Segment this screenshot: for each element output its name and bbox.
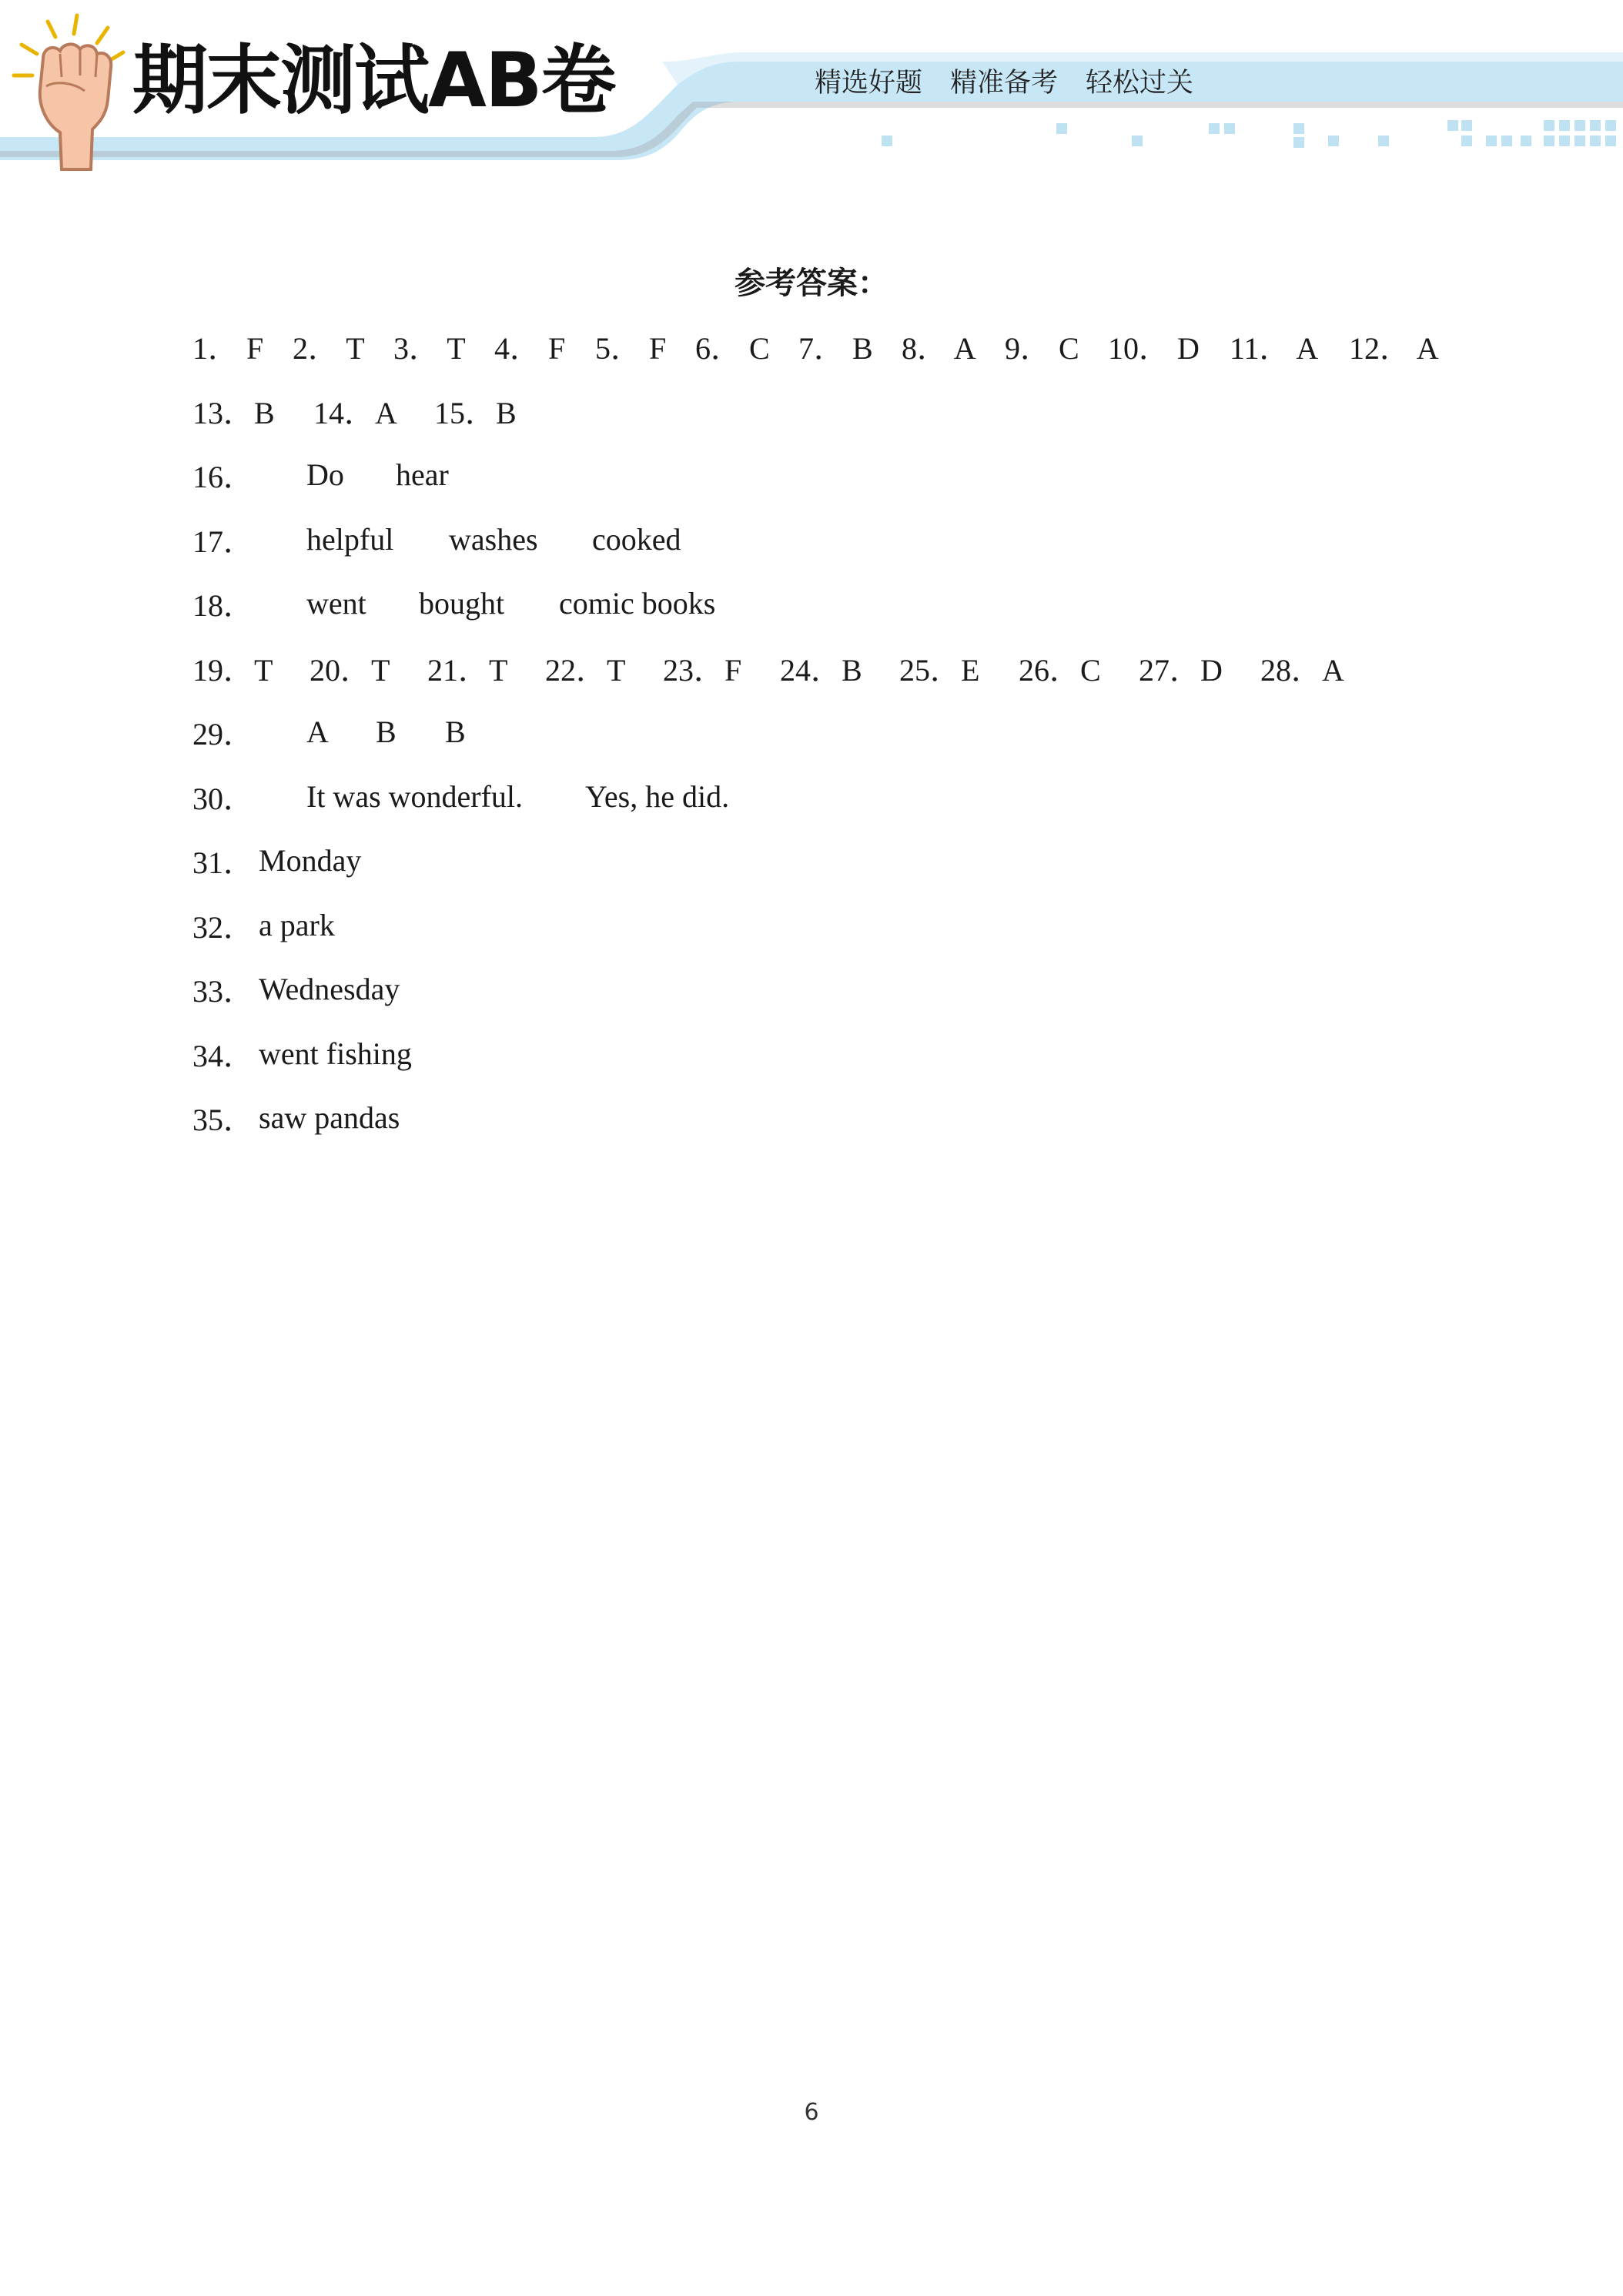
- answer-text: went fishing: [259, 1036, 412, 1071]
- answer-row-32: [192, 893, 1501, 958]
- answer-row-34: [192, 1022, 1501, 1086]
- answer-item: 10． D: [1108, 331, 1200, 366]
- answer-item: 25．E: [899, 652, 980, 688]
- answer-item: 26．C: [1019, 652, 1101, 688]
- slogan-3: 轻松过关: [1086, 68, 1194, 99]
- answer-item: 22．T: [545, 652, 626, 688]
- answer-item: 8． A: [902, 331, 976, 366]
- answer-item: 7． B: [798, 331, 873, 366]
- answer-item: 28．A: [1260, 652, 1344, 688]
- answer-row-30: [192, 765, 1501, 829]
- answer-text: hear: [396, 457, 449, 493]
- answer-item: 9． C: [1005, 331, 1079, 366]
- item-number: 16．: [192, 460, 254, 495]
- answer-text: bought: [419, 586, 505, 621]
- banner-title: 期末测试AB卷: [132, 37, 615, 125]
- answer-text: washes: [449, 521, 538, 557]
- slogan-2: 精准备考: [950, 68, 1059, 99]
- item-number: 30．: [192, 781, 254, 816]
- answer-text: helpful: [306, 521, 394, 557]
- answer-row-35: [192, 1086, 1501, 1150]
- answer-row-19-28: [192, 636, 1501, 701]
- answer-item: 11． A: [1230, 331, 1319, 366]
- answer-text: Yes, he did.: [585, 778, 730, 814]
- page-header: [0, 0, 1623, 177]
- raised-fist-icon: [0, 0, 131, 177]
- answer-text: It was wonderful.: [306, 778, 524, 814]
- answer-row-29: [192, 700, 1501, 765]
- answer-item: 21．T: [427, 652, 508, 688]
- item-number: 35．: [192, 1103, 254, 1138]
- answer-item: 12． A: [1349, 331, 1439, 366]
- answer-item: 14．A: [313, 395, 397, 430]
- answer-item: 4． F: [494, 331, 566, 366]
- answer-text: Do: [306, 457, 344, 493]
- answer-item: 27．D: [1139, 652, 1223, 688]
- slogan-1: 精选好题: [815, 68, 923, 99]
- answer-text: comic books: [559, 586, 716, 621]
- item-number: 17．: [192, 524, 254, 559]
- answer-item: 3． T: [393, 331, 466, 366]
- answer-row-17: [192, 507, 1501, 572]
- answer-text: saw pandas: [259, 1100, 400, 1136]
- item-number: 33．: [192, 974, 254, 1009]
- answer-row-18: [192, 571, 1501, 636]
- answer-item: 24．B: [780, 652, 862, 688]
- answer-text: B: [445, 715, 466, 750]
- answer-row-13-15: [192, 379, 1501, 443]
- answer-text: a park: [259, 907, 335, 942]
- answer-text: cooked: [592, 521, 681, 557]
- answer-key-heading: 参考答案：: [735, 266, 888, 301]
- answer-text: went: [306, 586, 366, 621]
- answer-row-33: [192, 957, 1501, 1022]
- answer-text: Monday: [259, 843, 362, 879]
- answer-text: B: [376, 715, 397, 750]
- answer-list: [192, 314, 1501, 1150]
- answer-item: 23．F: [663, 652, 742, 688]
- answer-text: A: [306, 715, 329, 750]
- answer-item: 1． F: [192, 331, 264, 366]
- answer-row-31: [192, 828, 1501, 893]
- item-number: 34．: [192, 1038, 254, 1073]
- item-number: 32．: [192, 909, 254, 945]
- answer-item: 5． F: [595, 331, 667, 366]
- answer-item: 15．B: [434, 395, 517, 430]
- item-number: 18．: [192, 588, 254, 624]
- answer-item: 20．T: [310, 652, 390, 688]
- item-number: 29．: [192, 717, 254, 752]
- answer-item: 2． T: [293, 331, 365, 366]
- item-number: 31．: [192, 845, 254, 881]
- answer-item: 19．T: [192, 652, 273, 688]
- banner-slogans: [815, 62, 1193, 100]
- page-number: 6: [804, 2099, 819, 2126]
- answer-row-1-12: [192, 314, 1501, 379]
- answer-item: 13．B: [192, 395, 275, 430]
- answer-text: Wednesday: [259, 972, 400, 1007]
- answer-item: 6． C: [695, 331, 770, 366]
- answer-row-16: [192, 443, 1501, 507]
